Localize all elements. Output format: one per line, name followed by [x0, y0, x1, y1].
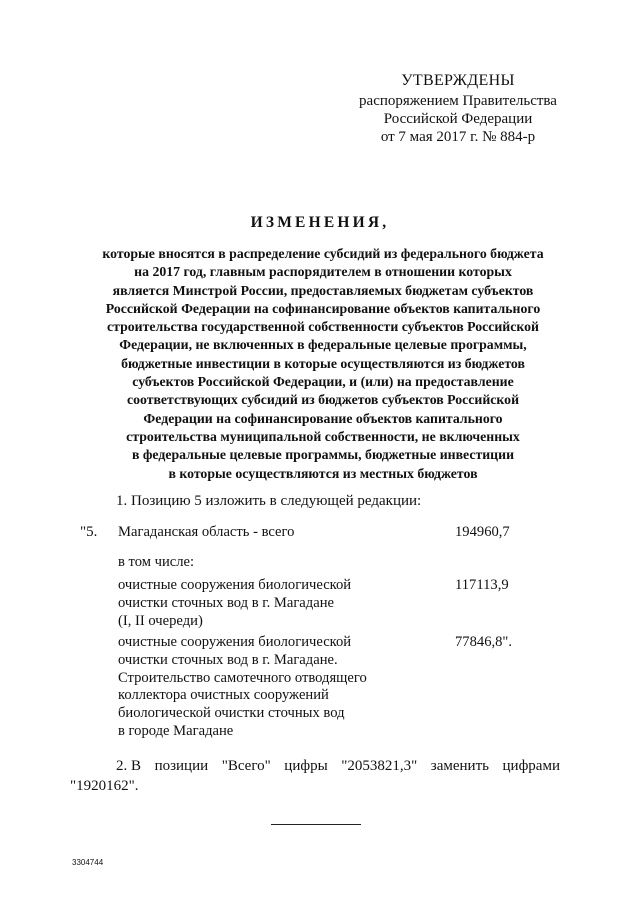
region-label: Магаданская область - всего [118, 524, 295, 540]
subtitle-line: на 2017 год, главным распорядителем в отношении которых [134, 264, 512, 280]
item2-line: очистки сточных вод в г. Магадане. [118, 651, 338, 668]
item2-label [118, 634, 408, 741]
entry-number: "5. [80, 524, 98, 540]
subtitle-line: соответствующих субсидий из бюджетов субъектов Российской [126, 392, 520, 408]
approval-line: распоряжением Правительства [359, 93, 557, 109]
paragraph-2-word: позиции [154, 758, 209, 774]
item2-line: в городе Магадане [118, 722, 234, 739]
item2-line: биологической очистки сточных вод [118, 705, 345, 722]
approval-line: Российской Федерации [383, 111, 533, 127]
paragraph-2-word: "2053821,3" [341, 758, 418, 774]
paragraph-2 [116, 758, 560, 775]
closing-rule [271, 824, 361, 825]
paragraph-2-word: 2. В [116, 758, 142, 774]
paragraph-2-word: цифры [284, 758, 328, 774]
item1-line: очистки сточных вод в г. Магадане [118, 594, 334, 611]
document-id: 3304744 [72, 858, 104, 867]
paragraph-2-word: цифрами [502, 758, 560, 774]
subtitle-line: в федеральные целевые программы, бюджетные инвестиции [131, 447, 515, 463]
paragraph-2-word: заменить [430, 758, 489, 774]
item2-line: коллектора очистных сооружений [118, 687, 329, 704]
subtitle-line: бюджетные инвестиции в которые осуществляются из бюджетов [121, 355, 525, 371]
approval-date: от 7 мая 2017 г. № 884-р [380, 129, 536, 145]
paragraph-2-continuation: "1920162". [70, 778, 139, 794]
subtitle-line: Федерации на софинансирование объектов капитального [143, 410, 503, 426]
item1-value: 117113,9 [455, 577, 509, 593]
subtitle-line: Российской Федерации на софинансирование объектов капитального [105, 300, 541, 316]
item2-value: 77846,8". [455, 634, 513, 650]
item2-line: Строительство самотечного отводящего [118, 669, 367, 686]
subtitle-line: субъектов Российской Федерации, и (или) на предоставление [132, 374, 514, 390]
subtitle-line: является Минстрой России, предоставляемых бюджетам субъектов [112, 282, 534, 298]
region-value: 194960,7 [455, 524, 510, 540]
paragraph-1: 1. Позицию 5 изложить в следующей редакции: [116, 493, 422, 509]
subtitle-line: строительства государственной собственности субъектов Российской [107, 319, 539, 335]
subtitle-line: в которые осуществляются из местных бюджетов [168, 465, 478, 481]
document-title: ИЗМЕНЕНИЯ, [250, 214, 390, 231]
approval-block [348, 72, 568, 146]
including-label: в том числе: [118, 554, 195, 570]
subtitle-line: строительства муниципальной собственности, не включенных [126, 428, 520, 444]
subtitle-line: Федерации, не включенных в федеральные целевые программы, [119, 337, 527, 353]
item1-line: (I, II очереди) [118, 612, 203, 629]
paragraph-2-word: "Всего" [221, 758, 271, 774]
item1-label [118, 577, 408, 630]
document-subtitle [78, 245, 568, 483]
item2-line: очистные сооружения биологической [118, 634, 352, 650]
item1-line: очистные сооружения биологической [118, 577, 352, 593]
subtitle-line: которые вносятся в распределение субсидий из федерального бюджета [102, 246, 544, 261]
approval-heading: УТВЕРЖДЕНЫ [401, 72, 515, 89]
